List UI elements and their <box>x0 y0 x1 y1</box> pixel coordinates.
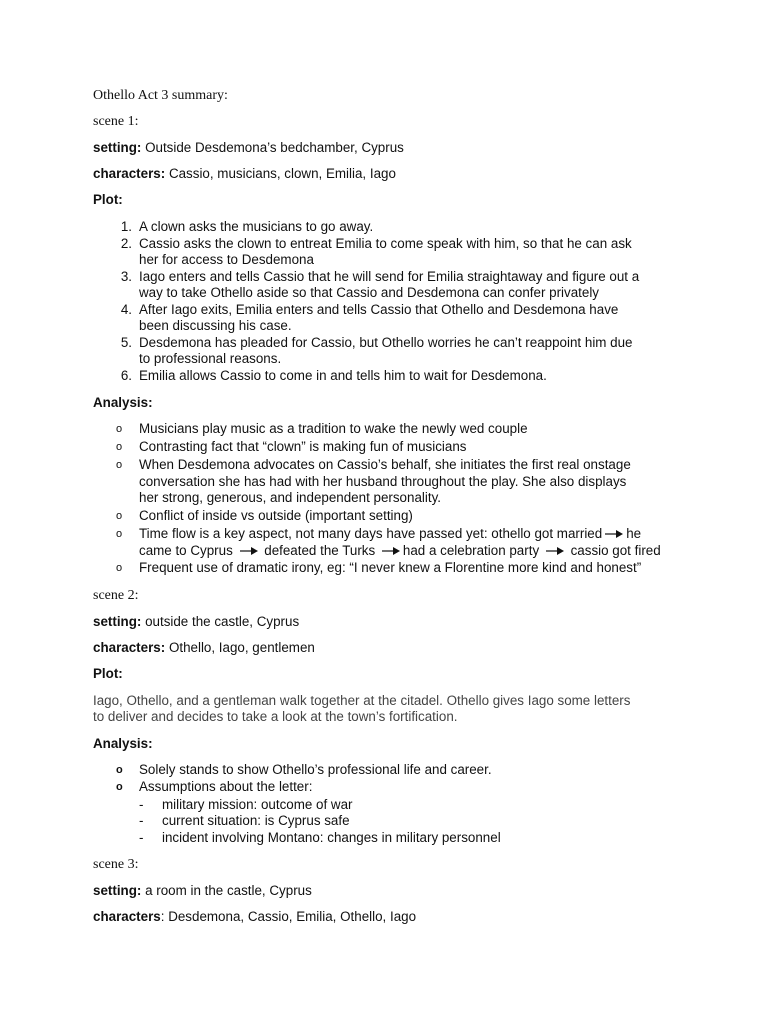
timeflow-seg: had a celebration party <box>402 543 540 558</box>
list-number: 4. <box>120 302 132 317</box>
list-text: Conflict of inside vs outside (important setting) <box>139 508 413 523</box>
setting-value: Outside Desdemona’s bedchamber, Cyprus <box>141 140 404 155</box>
list-number: 2. <box>120 236 132 251</box>
setting-label: setting: <box>93 614 142 629</box>
list-text: to professional reasons. <box>139 351 282 366</box>
list-text: been discussing his case. <box>139 318 292 333</box>
bullet-marker: o <box>116 510 123 522</box>
list-text: her for access to Desdemona <box>139 252 314 267</box>
bullet-marker: o <box>116 562 123 574</box>
bullet-marker: o <box>116 764 123 776</box>
scene1-characters <box>93 166 396 183</box>
list-text: A clown asks the musicians to go away. <box>139 219 374 234</box>
timeflow-seg: cassio got fired <box>570 543 661 558</box>
dash-marker: - <box>139 797 144 812</box>
scene2-heading: scene 2: <box>93 588 139 603</box>
scene2-plot-text: Iago, Othello, and a gentleman walk together at the citadel. Othello gives Iago some letters <box>93 693 631 708</box>
list-text: Musicians play music as a tradition to wake the newly wed couple <box>139 421 528 436</box>
list-text: Solely stands to show Othello’s professional life and career. <box>139 762 492 777</box>
bullet-marker: o <box>116 528 123 540</box>
characters-value: : Desdemona, Cassio, Emilia, Othello, Iago <box>160 909 417 924</box>
arrow-right-icon <box>239 546 259 556</box>
setting-value: a room in the castle, Cyprus <box>141 883 312 898</box>
list-text: Contrasting fact that “clown” is making fun of musicians <box>139 439 467 454</box>
bullet-marker: o <box>116 441 123 453</box>
list-text: Emilia allows Cassio to come in and tells him to wait for Desdemona. <box>139 368 547 383</box>
setting-value: outside the castle, Cyprus <box>141 614 300 629</box>
list-text: When Desdemona advocates on Cassio’s behalf, she initiates the first real onstage <box>139 457 631 472</box>
list-text: Frequent use of dramatic irony, eg: “I never knew a Florentine more kind and honest” <box>139 560 642 575</box>
characters-value: Othello, Iago, gentlemen <box>165 640 315 655</box>
scene1-plot-label: Plot: <box>93 192 123 207</box>
list-number: 1. <box>120 219 132 234</box>
characters-label: characters: <box>93 640 166 655</box>
list-number: 3. <box>120 269 132 284</box>
characters-label: characters <box>93 909 161 924</box>
scene3-setting <box>93 883 312 900</box>
timeflow-he: he <box>626 526 642 541</box>
list-text: incident involving Montano: changes in military personnel <box>162 830 501 845</box>
scene2-plot-label: Plot: <box>93 666 123 681</box>
timeflow-seg: came to Cyprus <box>139 543 233 558</box>
dash-marker: - <box>139 830 144 845</box>
scene2-analysis-label: Analysis: <box>93 736 153 751</box>
list-text: military mission: outcome of war <box>162 797 353 812</box>
bullet-marker: o <box>116 781 123 793</box>
list-text: current situation: is Cyprus safe <box>162 813 350 828</box>
scene1-analysis-label: Analysis: <box>93 395 153 410</box>
characters-label: characters: <box>93 166 166 181</box>
timeflow-line-1 <box>139 526 641 543</box>
bullet-marker: o <box>116 423 123 435</box>
list-text: her strong, generous, and independent personality. <box>139 490 441 505</box>
list-text: After Iago exits, Emilia enters and tells Cassio that Othello and Desdemona have <box>139 302 619 317</box>
timeflow-seg: defeated the Turks <box>264 543 376 558</box>
scene1-heading: scene 1: <box>93 114 139 129</box>
characters-value: Cassio, musicians, clown, Emilia, Iago <box>165 166 396 181</box>
list-number: 5. <box>120 335 132 350</box>
timeflow-text: Time flow is a key aspect, not many days have passed yet: othello got married <box>139 526 603 541</box>
dash-marker: - <box>139 813 144 828</box>
setting-label: setting: <box>93 140 142 155</box>
timeflow-line-2 <box>139 543 661 560</box>
scene3-characters <box>93 909 416 926</box>
arrow-right-icon <box>604 529 624 539</box>
arrow-right-icon <box>381 546 401 556</box>
list-text: Desdemona has pleaded for Cassio, but Othello worries he can’t reappoint him due <box>139 335 633 350</box>
list-text: Cassio asks the clown to entreat Emilia to come speak with him, so that he can ask <box>139 236 632 251</box>
scene3-heading: scene 3: <box>93 857 139 872</box>
arrow-right-icon <box>545 546 565 556</box>
list-text: conversation she has had with her husband throughout the play. She also displays <box>139 474 627 489</box>
scene2-plot-text: to deliver and decides to take a look at the town’s fortification. <box>93 709 458 724</box>
list-text: Assumptions about the letter: <box>139 779 313 794</box>
list-number: 6. <box>120 368 132 383</box>
list-text: way to take Othello aside so that Cassio and Desdemona can confer privately <box>139 285 599 300</box>
scene1-setting <box>93 140 404 157</box>
bullet-marker: o <box>116 459 123 471</box>
scene2-setting <box>93 614 299 631</box>
document-title: Othello Act 3 summary: <box>93 88 228 103</box>
list-text: Iago enters and tells Cassio that he will send for Emilia straightaway and figure out a <box>139 269 640 284</box>
scene2-characters <box>93 640 315 657</box>
setting-label: setting: <box>93 883 142 898</box>
